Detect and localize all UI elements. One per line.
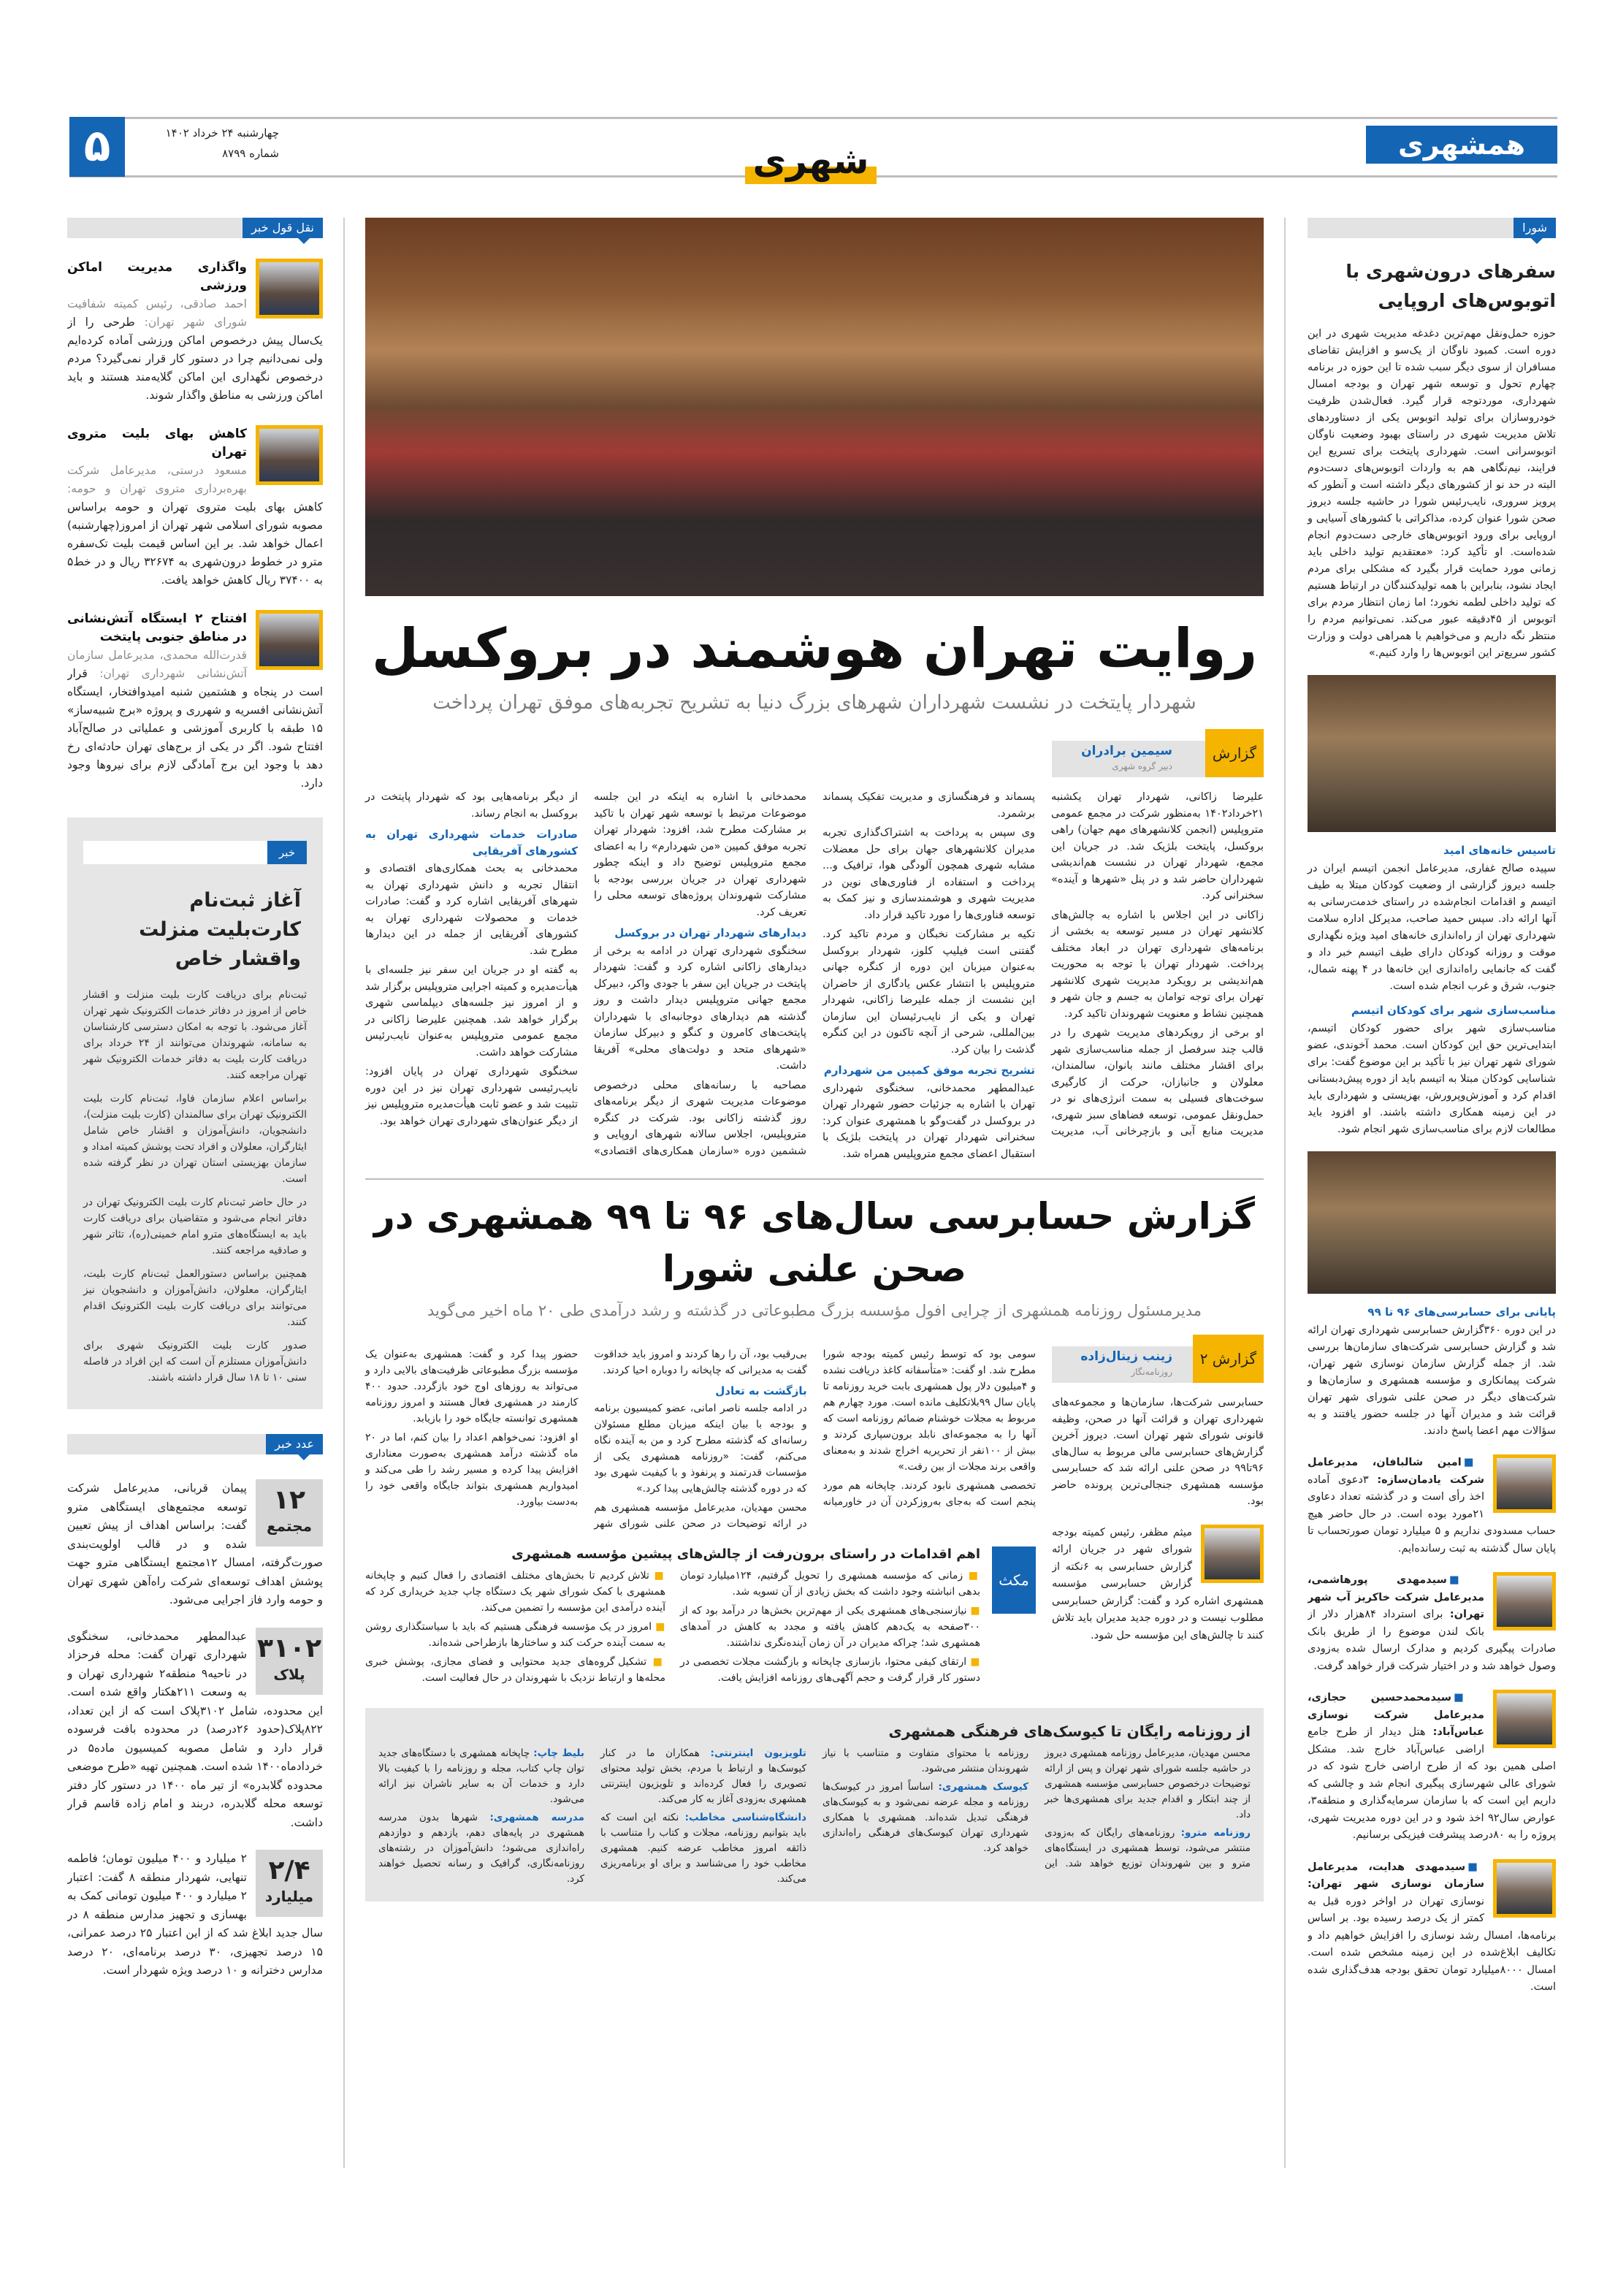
- article-paragraph: علیرضا زاکانی، شهردار تهران یکشنبه ۲۱خرداد۱۴۰۲ به‌منظور شرکت در مجمع عمومی متروپلیس (انجمن کلانشهرهای مهم جهان) راهی بروکسل، پایتخت بلژیک شد. در جریان این مجمع، شهردار تهران در نشست هم‌اندیشی شهرداران حاضر شد و در پنل «شهرها و آینده» سخنرانی کرد.: [1051, 791, 1264, 901]
- news-paragraph: در حال حاضر ثبت‌نام کارت بلیت الکترونیک تهران در دفاتر انجام می‌شود و متقاضیان برای دریافت کارت باید به ایستگاه‌های مترو امام خمینی(ره)، تئاتر شهر و صادقیه مراجعه کنند.: [83, 1197, 307, 1256]
- page-number: ۵: [69, 117, 125, 177]
- quote-speaker: احمد صادقی، رئیس کمیته شفافیت شورای شهر تهران:: [67, 297, 247, 329]
- right-column: [1308, 218, 1556, 1996]
- person-text: برای استرداد ۸۴هزار دلار از بانک لندن موضوع را از طریق بانک صادرات پیگیری کردیم و مدارک ارسال شده به‌زودی وصول خواهد شد و در اختیار شرکت قرار خواهد گرفت.: [1308, 1609, 1556, 1672]
- quote-item: [67, 610, 323, 793]
- maks-item: ■ امروز در یک مؤسسه فرهنگی هستیم که باید با سیاستگذاری روشن به سمت آینده حرکت کند و ساختارها بازطراحی شده‌اند.: [365, 1619, 665, 1651]
- council-label: شورا: [1514, 218, 1556, 238]
- article-paragraph: تکیه بر مشارکت نخبگان و مردم تاکید کرد. گفتنی است فیلیپ کلوز، شهردار بروکسل به‌عنوان میزبان این دوره از کنگره جهانی متروپلیس با انتشار عکس یادگاری از حاضران این نشست از جمله علیرضا زاکانی، شهردار تهران و یکی از نایب‌رئیسان این سازمان بین‌المللی، شرحی از آنچه تاکنون در این کنگره گذشت را بیان کرد.: [822, 928, 1035, 1056]
- number-badge: [256, 1850, 323, 1917]
- article-paragraph: تخصصی همشهری نابود کردند. چاپخانه هم مورد پنجم است که به‌جای به‌روزکردن آن در خاورمیانه بی‌رقیب بود، آن را رها کردند و امروز باید خداقوت گفت به مدیرانی که چاپخانه را دوباره احیا کردند.: [594, 1349, 1036, 1508]
- article-subhead: تشریح تجربه موفق کمپین من شهردارم: [823, 1064, 1035, 1077]
- article-paragraph: سخنگوی شهرداری تهران در ادامه به برخی از دیدارهای زاکانی اشاره کرد و گفت: شهردار پایتخت در جریان این سفر با جودی واکر، دبیرکل مجمع جهانی متروپلیس دیدار داشت و روز گذشته هم دیدارهای دوجانبه‌ای با شهرداران پایتخت‌های کامرون و کنگو و دبیرکل سازمان «شهرهای متحد و دولت‌های محلی» آفریقا داشت.: [594, 945, 806, 1072]
- paragraph-lead: تلویزیون اینترنتی:: [710, 1747, 806, 1759]
- maks-label: مکث: [992, 1546, 1036, 1614]
- paragraph-lead: روزنامه مترو:: [1180, 1827, 1251, 1839]
- number-item: [67, 1628, 323, 1833]
- autism-city-text: مناسب‌سازی شهر برای حضور کودکان اتیسم، ابتدایی‌ترین حق این کودکان است. محمد آخوندی، عضو شورای شهر تهران نیز با تأکید بر این موضوع گفت: برای شناسایی کودکان مبتلا به اتیسم باید از دوره پیش‌دبستانی اقدام کرد و آموزش‌وپرورش، بهزیستی و شهرداری باید در این زمینه همکاری داشته باشند. او افزود باید مطالعات لازم برای مناسب‌سازی شهر انجام شود.: [1308, 1023, 1556, 1135]
- section-label: شهری: [752, 140, 869, 182]
- maks-list: [365, 1568, 980, 1689]
- report-tag: گزارش ۲: [1193, 1335, 1264, 1383]
- column-divider: [343, 218, 345, 2168]
- quote-speaker: قدرت‌الله محمدی، مدیرعامل سازمان آتش‌نشانی شهرداری تهران:: [67, 649, 247, 680]
- person-text: هتل دیدار از طرح جامع اراضی عباس‌آباد خارج شد. مشکل اصلی همین بود که از طرح اراضی خارج شود که در شورای عالی شهرسازی پیگیری انجام شد و چالشی که داریم این است که با سازمان سرمایه‌گذاری و منطقه۳، عوارض سال۹۲ اخذ شود و در این دوره مدیریت شهری، پروژه را به ۸۰درصد پیشرفت فیزیکی برسانیم.: [1308, 1726, 1556, 1841]
- article2-left-column: [365, 1346, 1036, 1689]
- autism-section: [1308, 842, 1556, 1138]
- quote-item: [67, 259, 323, 405]
- paragraph-text: چاپخانه همشهری با دستگاه‌های جدید توان چاپ کتاب، مجله و روزنامه را با کیفیت بالا دارد و خدمات آن به سایر ناشران نیز ارائه می‌شود.: [378, 1747, 584, 1805]
- news-title: آغاز ثبت‌نام کارت‌بلیت منزلت واقشار خاص: [139, 889, 301, 970]
- maks-sidebar: [365, 1546, 1036, 1689]
- number-value: ۳۱۰۲: [257, 1633, 321, 1663]
- paragraph-text: محسن مهدیان، مدیرعامل روزنامه همشهری دیروز در حاشیه جلسه شورای شهر تهران و پس از ارائه توضیحات درخصوص حسابرسی مؤسسه همشهری از چند ابتکار و اقدام جدید برای همشهری‌ها خبر داد.: [1045, 1747, 1251, 1820]
- subhead-audit-end: پایانی برای حسابرسی‌های ۹۶ تا ۹۹: [1367, 1305, 1556, 1319]
- number-text: پیمان قربانی، مدیرعامل شرکت توسعه مجتمع‌های ایستگاهی مترو گفت: براساس اهداف از پیش تعیین شده و در قالب اولویت‌بندی صورت‌گرفته، امسال ۱۲مجتمع ایستگاهی مترو جهت پوشش اهداف توسعه‌ای شرکت راه‌آهن شهری تهران و حومه وارد فاز اجرایی می‌شود.: [67, 1481, 323, 1606]
- number-unit: پلاک: [273, 1665, 305, 1683]
- bus-headline: سفرهای درون‌شهری با اتوبوس‌های اروپایی: [1345, 261, 1556, 311]
- quote-text: کاهش بهای بلیت متروی تهران و حومه براساس مصوبه شورای اسلامی شهر تهران از امروز(چهارشنبه) اعمال خواهد شد. بر این اساس قیمت بلیت تک‌سفره مترو در خطوط درون‌شهری به ۳۲۶۷۴ ریال و در خط۵ به ۳۷۴۰۰ ریال کاهش خواهد یافت.: [67, 500, 323, 587]
- article-paragraph: محمدخانی به بحث همکاری‌های اقتصادی و انتقال تجربه و دانش شهرداری تهران به شهرهای آفریقایی اشاره کرد و گفت: صادرات خدمات و محصولات شهرداری تهران به کشورهای آفریقایی از جمله در این دیدارها مطرح شد.: [365, 863, 578, 957]
- article1-headline: روایت تهران هوشمند در بروکسل: [371, 617, 1258, 680]
- audit-end-text: در این دوره ۳۶۰گزارش حسابرسی شهرداری تهران ارائه شد و گزارش حسابرسی شرکت‌های سازمان‌ها بررسی شد. از جمله گزارش سازمان نوسازی شهر تهران، شرکت پیمانکاری و مؤسسه همشهری و سازمان‌ها و شرکت‌های دیگر در صحن علنی شورای شهر تهران قرائت شد و مدیران آنها در جلسه حضور یافتند و به سؤالات مهم اعضا پاسخ دادند.: [1308, 1324, 1556, 1437]
- kiosk-box: [365, 1708, 1264, 1902]
- maks-title: اهم اقدامات در راستای برون‌رفت از چالش‌های پیشین مؤسسه همشهری: [511, 1546, 980, 1562]
- news-paragraph: صدور کارت بلیت الکترونیک شهری برای دانش‌آموزان مستلزم آن است که این افراد در فاصله سنی ۱۰ تا ۱۸ سال قرار داشته باشند.: [83, 1340, 307, 1384]
- news-paragraph: همچنین براساس دستورالعمل ثبت‌نام کارت بلیت، ایثارگران، معلولان، دانش‌آموزان و دانشجویان نیز می‌توانند برای دریافت کارت بلیت الکترونیک اقدام کنند.: [83, 1268, 307, 1328]
- author-role: روزنامه‌نگار: [1131, 1367, 1172, 1377]
- speaker-photo: [256, 259, 323, 319]
- article-paragraph: زاکانی در این اجلاس با اشاره به چالش‌های کلانشهر تهران در مسیر توسعه به بخشی از برنامه‌های شهرداری تهران در ابعاد مختلف پرداخت. شهردار تهران با توجه به محوریت هم‌اندیشی بر رویکرد مدیریت شهری کلانشهر تهران برای توجه توامان به جسم و جان شهر و همچنین نشاط و معنویت شهروندان تاکید کرد.: [1051, 909, 1264, 1020]
- article-subhead: صادرات خدمات شهرداری تهران به کشورهای آفریقایی: [365, 828, 578, 858]
- article-subhead: بازگشت به تعادل: [715, 1384, 807, 1397]
- author-name: زینب زینال‌زاده: [1080, 1349, 1172, 1364]
- kiosk-paragraph: [378, 1810, 584, 1887]
- quotes-label: نقل قول خبر: [243, 218, 323, 238]
- quote-text: قرار است در پنجاه و هشتمین شنبه امیدوافتخار، ایستگاه آتش‌نشانی افسریه و شهرری و پروژه «برج شبیه‌ساز» ۱۵ طبقه با کاربری آموزشی و عملیاتی در صالح‌آباد افتتاح شود. اگر در یکی از برج‌های تهران حادثه‌ای رخ دهد با وجود این برج آمادگی لازم برای نیروها وجود دارد.: [67, 667, 323, 790]
- person-quote: [1308, 1572, 1556, 1675]
- news-label: خبر: [267, 841, 307, 864]
- news-box: [67, 817, 323, 1409]
- header-top-rule: [69, 117, 1557, 119]
- section-title: [745, 139, 877, 183]
- person-quote: [1308, 1690, 1556, 1845]
- council-tag-bar: [1308, 218, 1556, 238]
- article2-intro: حسابرسی شرکت‌ها، سازمان‌ها و مجموعه‌های شهرداری تهران و قرائت آنها در صحن، وظیفه قانونی شورای شهر تهران است. دیروز آخرین گزارش‌های حسابرسی مالی مربوط به سال‌های ۹۶تا۹۹ در صحن علنی ارائه شد که حسابرسی مؤسسه همشهری جنجالی‌ترین پرونده حاضر بود.: [1052, 1397, 1264, 1507]
- kiosk-paragraph: [378, 1746, 584, 1807]
- report-tag: گزارش: [1205, 729, 1264, 777]
- paragraph-text: روزنامه‌های رایگان که به‌زودی منتشر می‌شود، توسط همشهری در ایستگاه‌های مترو و بین شهروندان توزیع خواهد شد. این روزنامه با محتوای متفاوت و متناسب با نیاز شهروندان منتشر می‌شود.: [822, 1747, 1251, 1869]
- article2-byline: [1052, 1346, 1264, 1383]
- article-paragraph: او افزود: نمی‌خواهم اعداد را بیان کنم، اما در ۲۰ ماه گذشته درآمد همشهری به‌صورت معناداری افزایش پیدا کرده و مسیر رشد را طی می‌کند و امیدواریم همشهری بتواند جایگاه واقعی خود را به‌دست بیاورد.: [365, 1432, 579, 1508]
- subhead-hope-houses: تاسیس خانه‌های امید: [1443, 844, 1556, 857]
- author-role: دبیر گروه شهری: [1112, 761, 1172, 771]
- paragraph-text: شهرها بدون مدرسه همشهری در پایه‌های دهم، یازدهم و دوازدهم راه‌اندازی می‌شود؛ دانش‌آموزان در رشته‌های روزنامه‌نگاری، گرافیک و رسانه تحصیل خواهند کرد.: [378, 1812, 584, 1885]
- speaker-photo: [1493, 1859, 1556, 1918]
- paragraph-text: همکاران ما در کنار کیوسک‌ها و ارتباط با مردم، بخش تولید محتوای تصویری را فعال کرده‌اند و تلویزیون اینترنتی همشهری به‌زودی آغاز به کار می‌کند.: [600, 1747, 806, 1805]
- person-name: ■ سیدمهدی هدایت، مدیرعامل سازمان نوسازی شهر تهران:: [1308, 1861, 1484, 1891]
- person-name: ■ سیدمحمدحسین حجازی، مدیرعامل شرکت نوسازی عباس‌آباد:: [1308, 1692, 1484, 1738]
- council-photo: [1308, 675, 1556, 832]
- maks-item: ■ تلاش کردیم تا بخش‌های مختلف اقتصادی را فعال کنیم و چاپخانه همشهری با کمک شورای شهر یک دستگاه چاپ جدید خریداری کرد که آینده درآمدی این مؤسسه را تضمین می‌کند.: [365, 1568, 665, 1616]
- article2-subhead: مدیرمسئول روزنامه همشهری از چرایی افول مؤسسه بزرگ مطبوعاتی در گذشته و رشد درآمدی طی ۲۰ ماه اخیر می‌گوید: [427, 1302, 1202, 1319]
- author-name: سیمین برادران: [1081, 744, 1172, 758]
- article1-body: [365, 789, 1264, 1162]
- paragraph-text: اساساً امروز در کیوسک‌ها روزنامه و مجله عرضه نمی‌شود و به کیوسک‌های فرهنگی تبدیل شده‌اند. همشهری با همکاری شهرداری تهران کیوسک‌های فرهنگی راه‌اندازی خواهد کرد.: [822, 1781, 1028, 1854]
- article-paragraph: به گفته او در جریان این سفر نیز جلسه‌ای با هیأت‌مدیره و کمیته اجرایی متروپلیس برگزار شد و از امروز نیز جلسه‌های دیپلماسی شهری برگزار خواهد شد. همچنین علیرضا زاکانی در مجمع عمومی متروپلیس به‌عنوان نایب‌رئیس مشارکت خواهد داشت.: [365, 964, 578, 1059]
- number-unit: میلیارد: [264, 1888, 314, 1905]
- quote-text: طرحی را از یک‌سال پیش درخصوص اماکن ورزشی آماده کرده‌ایم ولی نمی‌دانیم چرا در دستور کار قرار نمی‌گیرد؟ مردم درخصوص نگهداری این اماکن گلایه‌مند هستند و باید اماکن ورزشی به مناطق واگذار شوند.: [67, 316, 323, 402]
- conference-photo: [365, 218, 1264, 596]
- news-paragraph: براساس اعلام سازمان فاوا، ثبت‌نام کارت بلیت الکترونیک تهران برای سالمندان (کارت بلیت منزلت)، دانشجویان، دانش‌آموزان و اقشار خاص شامل ایثارگران، معلولان و افراد تحت پوشش کمیته امداد و سازمان بهزیستی استان تهران در نظر گرفته شده است.: [83, 1093, 307, 1185]
- speaker-photo: [1201, 1525, 1264, 1583]
- person-text: ۳دعوی آماده اخذ رأی است و در گذشته تعداد دعاوی ۲۱مورد بوده است. در حال حاضر هیچ حساب مسدودی نداریم و ۵ میلیارد تومان صورتحساب تا پایان سال گذشته به ثبت رسانده‌ایم.: [1308, 1473, 1556, 1555]
- quote-title: کاهش بهای بلیت متروی تهران: [67, 427, 247, 459]
- article2-headline: گزارش حسابرسی سال‌های ۹۶ تا ۹۹ همشهری در صحن علنی شورا: [374, 1195, 1255, 1290]
- subhead-autism-city: مناسب‌سازی شهر برای کودکان اتیسم: [1351, 1004, 1556, 1017]
- date-block: [133, 123, 279, 164]
- article-paragraph: سخنگوی شهرداری تهران در پایان افزود: نایب‌رئیسی شهرداری تهران نیز در این دوره تثبیت شد و عضو ثابت هیأت‌مدیره متروپلیس نیز از دیگر عنوان‌های شهرداری تهران خواهد بود.: [365, 1066, 578, 1127]
- hope-houses-text: سپیده صالح غفاری، مدیرعامل انجمن اتیسم ایران در جلسه دیروز گزارشی از وضعیت کودکان مبتلا به طیف اتیسم و اقدامات انجام‌شده در راستای خدمت‌رسانی به آنها ارائه داد. سپس حمید صاحب، مدیرکل اداره سلامت شهرداری تهران از راه‌اندازی خانه‌های امید ویژه نگهداری موقت و روزانه کودکان دارای طیف اتیسم خبر داد و گفت که جانمایی راه‌اندازی این خانه‌ها در ۴ پهنه شمال، جنوب، شرق و غرب انجام شده است.: [1308, 863, 1556, 992]
- left-column: [67, 218, 323, 1980]
- number-badge: [256, 1479, 323, 1546]
- quote-title: واگذاری مدیریت اماکن ورزشی: [67, 260, 247, 293]
- kiosk-paragraph: [600, 1746, 806, 1807]
- kiosk-box-body: [378, 1746, 1251, 1887]
- newspaper-logo: همشهری: [1366, 126, 1557, 164]
- article-paragraph: او برخی از رویکردهای مدیریت شهری را در قالب چند سرفصل از جمله مناسب‌سازی شهر برای اقشار مختلف مانند بانوان، سالمندان، معلولان و جانبازان، حرکت از کارگیری سوخت‌های فسیلی به سمت انرژی‌های نو در حمل‌ونقل عمومی، توسعه فضاهای سبز شهری، مدیریت منابع آبی و بازچرخانی آب، مدیریت پسماند و فرهنگسازی و مدیریت تفکیک پسماند برشمرد.: [822, 791, 1264, 1137]
- paragraph-lead: مدرسه همشهری:: [489, 1812, 585, 1823]
- article-subhead: دیدارهای شهردار تهران در بروکسل: [614, 926, 806, 939]
- issue-number: شماره ۸۷۹۹: [222, 147, 279, 160]
- number-value: ۱۲: [273, 1485, 305, 1515]
- numbers-tag-bar: [67, 1434, 323, 1454]
- speaker-photo: [256, 610, 323, 670]
- number-item: [67, 1479, 323, 1610]
- maks-item: ■ نیازسنجی‌های همشهری یکی از مهم‌ترین بخش‌ها در درآمد بود که از ۳۰۰صفحه به یک‌دهم کاهش یافته و مجدد به کاهش در آمدهای همشهری شد؛ چراکه مدیران در آن زمان آینده‌نگری نداشتند.: [680, 1603, 980, 1651]
- number-badge: [256, 1628, 323, 1695]
- article1-subhead: شهردار پایتخت در نشست شهرداران شهرهای بزرگ دنیا به تشریح تجربه‌های موفق تهران پرداخت: [432, 692, 1196, 714]
- article-paragraph: مصاحبه با رسانه‌های محلی درخصوص موضوعات مدیریت شهری از دیگر برنامه‌های روز گذشته زاکانی بود. شرکت در کنگره متروپلیس، اجلاس سالانه شهرهای اروپایی و ششمین دوره «سازمان همکاری‌های اقتصادی» از دیگر برنامه‌هایی بود که شهردار پایتخت در بروکسل به انجام رساند.: [365, 791, 806, 1157]
- article1-byline: [1052, 741, 1264, 777]
- kiosk-paragraph: [600, 1810, 806, 1887]
- kiosk-paragraph: [822, 1780, 1028, 1856]
- maks-content: [365, 1546, 980, 1689]
- quote-title: افتتاح ۲ ایستگاه آتش‌نشانی در مناطق جنوبی پایتخت: [67, 611, 247, 644]
- person-name: ■ سیدمهدی پورهاشمی، مدیرعامل شرکت خاکریز آب شهر تهران:: [1308, 1574, 1484, 1620]
- article2-right-column: [1052, 1346, 1264, 1644]
- mozaffar-quote: [1052, 1525, 1264, 1645]
- numbers-label: عدد خبر: [266, 1434, 323, 1454]
- maks-item: ■ تشکیل گروه‌های جدید محتوایی و فضای مجازی، پوشش خبری محله‌ها و ارتباط نزدیک با شهروندان در حال فعالیت است.: [365, 1654, 665, 1686]
- paragraph-lead: کیوسک همشهری:: [938, 1781, 1029, 1793]
- paragraph-lead: بلیط چاپ:: [533, 1747, 584, 1759]
- column-divider: [1284, 218, 1286, 2168]
- number-item: [67, 1850, 323, 1980]
- article-paragraph: عبدالمطهر محمدخانی، سخنگوی شهرداری تهران با اشاره به جزئیات حضور شهردار تهران در بروکسل در گفت‌وگو با همشهری عنوان کرد: سخنرانی شهردار تهران در پایتخت بلژیک با استقبال اعضای مجمع متروپلیس همراه شد.: [822, 1082, 1035, 1160]
- quote-speaker: مسعود درستی، مدیرعامل شرکت بهره‌برداری متروی تهران و حومه:: [67, 464, 247, 495]
- paragraph-text: نکته این است که باید بتوانیم روزنامه، مجلات و کتاب را متناسب با ذائقه امروز مخاطب عرضه کنیم. همشهری مخاطب خود را می‌شناسد و برای او برنامه‌ریزی می‌کند.: [600, 1812, 806, 1885]
- audit-section: [1308, 1304, 1556, 1440]
- article-paragraph: محمدخانی با اشاره به اینکه در این جلسه موضوعات مرتبط با توسعه شهر تهران با تاکید بر مشارکت مطرح شد، افزود: شهردار تهران تجربه موفق کمپین «من شهردارم» را به اعضای مجمع متروپلیس توضیح داد و اینکه چطور شهرداری تهران در جریان بررسی بودجه با مشارکت شهروندان پروژه‌های توسعه محلی را تعریف کرد.: [594, 791, 806, 918]
- article2-body: [365, 1346, 1036, 1532]
- number-value: ۲/۴: [268, 1856, 310, 1885]
- article-paragraph: سومی بود که توسط رئیس کمیته بودجه شورا مطرح شد. او گفت: «متأسفانه کاغذ دریافت نشده و ۴میلیون دلار پول همشهری بابت خرید روزنامه تا پایان سال ۹۹بلاتکلیف مانده است. مورد چهارم هم مربوط به مجلات خوشنام ضمائم روزنامه است که آنها را به مجموعه‌ای نابلد برون‌سپاری کردند و بیش از ۱۰۰نفر از تحریریه اخراج شدند و به‌معنای واقعی برند مجلات از بین رفت.»: [822, 1349, 1036, 1473]
- issue-date: چهارشنبه ۲۴ خرداد ۱۴۰۲: [165, 126, 279, 140]
- mozaffar-text: میثم مظفر، رئیس کمیته بودجه شورای شهر در جریان ارائه گزارش حسابرسی به ۶نکته از گزارش حسابرسی مؤسسه همشهری اشاره کرد و گفت: گزارش حسابرسی مطلوب نیست و در دوره جدید مدیران باید تلاش کنند تا چالش‌های این مؤسسه حل شود.: [1052, 1526, 1264, 1641]
- council-session-photo: [1308, 1151, 1556, 1294]
- kiosk-box-title: از روزنامه رایگان تا کیوسک‌های فرهنگی همشهری: [888, 1723, 1251, 1740]
- speaker-photo: [1493, 1454, 1556, 1513]
- maks-item: ■ زمانی که مؤسسه همشهری را تحویل گرفتیم، ۱۲۴میلیارد تومان بدهی انباشته وجود داشت که بخش زیادی از آن تسویه شد.: [680, 1568, 980, 1600]
- person-quote: [1308, 1454, 1556, 1557]
- center-column: [365, 218, 1264, 1902]
- article-paragraph: در ادامه جلسه ناصر امانی، عضو کمیسیون برنامه و بودجه با بیان اینکه میزبان مطلع مسئولان رسانه‌ای که گذشته مطرح کرد و من به آینده نگاه می‌کنم، گفت: «روزنامه همشهری یکی از مؤسسات قدرتمند و پرنفوذ و با کیفیت شهری بود که در دوره گذشته چالش‌هایی پیدا کرد.»: [594, 1403, 807, 1495]
- news-paragraph: ثبت‌نام برای دریافت کارت بلیت منزلت و اقشار خاص از امروز در دفاتر خدمات الکترونیک شهر تهران آغاز می‌شود. با توجه به امکان دسترسی کارشناسان به سامانه، شهروندان می‌توانند از ۲۴ خرداد برای دریافت کارت بلیت به دفاتر خدمات الکترونیک شهر تهران مراجعه کنند.: [83, 989, 307, 1081]
- person-quote: [1308, 1859, 1556, 1996]
- maks-item: ■ ارتقای کیفی محتوا، بازسازی چاپخانه و بازگشت مجلات تخصصی در دستور کار قرار گرفت و حجم آگهی‌های روزنامه افزایش یافت.: [680, 1654, 980, 1686]
- person-text: نوسازی تهران در اواخر دوره قبل به کمتر از یک درصد رسیده بود. بر اساس برنامه‌ها، امسال رشد نوسازی را افزایش خواهیم داد و تکالیف ابلاغ‌شده در این زمینه مشخص شده است. امسال ۸۰۰۰میلیارد تومان تحقق بودجه هدف‌گذاری شده است.: [1308, 1895, 1556, 1993]
- quotes-tag-bar: [67, 218, 323, 238]
- number-unit: مجتمع: [266, 1517, 313, 1535]
- person-name: ■ امین شالبافان، مدیرعامل شرکت یادمان‌سازه:: [1308, 1457, 1484, 1486]
- article2-body-row: [365, 1346, 1264, 1689]
- article-separator: [365, 1178, 1264, 1180]
- speaker-photo: [1493, 1690, 1556, 1748]
- kiosk-paragraph: [1045, 1746, 1251, 1823]
- paragraph-lead: دانشگاه‌شناسی مخاطب:: [684, 1812, 807, 1823]
- article-paragraph: محسن مهدیان، مدیرعامل مؤسسه همشهری هم در ارائه توضیحات در صحن علنی شورای شهر حضور پیدا کرد و گفت: همشهری به‌عنوان یک مؤسسه بزرگ مطبوعاتی ظرفیت‌های بالایی دارد و می‌تواند به روزهای اوج خود بازگردد. حدود ۴۰۰ کارمند در همشهری فعال هستند و امروز روزنامه همشهری توانسته جایگاه خود را بازیابد.: [365, 1349, 807, 1530]
- speaker-photo: [1493, 1572, 1556, 1631]
- number-text: عبدالمطهر محمدخانی، سخنگوی شهرداری تهران گفت: محله فرحزاد در ناحیه۹ منطقه۲ شهرداری تهران و به وسعت ۲۱۱هکتار واقع شده است. این محدوده، شامل ۳۱۰۲پلاک است که از این تعداد، ۸۲۲پلاک(حدود ۲۶درصد) در محدوده بافت فرسوده قرار دارد و شامل مصوبه کمیسیون ماده۵ در خردادماه۱۴۰۰ شده است. همچنین تهیه «طرح موضعی محدوده گلابدره» از تیر ماه ۱۴۰۰ در دستور کار دفتر توسعه محله گلابدره، دربند و امام زاده قاسم قرار داشت.: [67, 1629, 323, 1829]
- number-text: ۲ میلیارد و ۴۰۰ میلیون تومان؛ فاطمه تنهایی، شهردار منطقه ۸ گفت: اعتبار ۲ میلیارد و ۴۰۰ میلیون تومانی کمک به بهسازی و تجهیز مدارس منطقه ۸ در سال جدید ابلاغ شد که از این اعتبار ۲۵ درصد عمرانی، ۱۵ درصد تجهیزی، ۳۰ درصد برنامه‌ای، ۲۰ درصد مدارس دخترانه و ۱۰ درصد ویژه شهردار است.: [67, 1852, 323, 1977]
- speaker-photo: [256, 425, 323, 485]
- news-tag-bar: [83, 841, 307, 864]
- quote-item: [67, 425, 323, 590]
- bus-body: حوزه حمل‌ونقل مهم‌ترین دغدغه مدیریت شهری در این دوره است. کمبود ناوگان از یک‌سو و افزایش تقاضای مسافران از سوی دیگر سبب شده تا این حوزه در برنامه چهارم تحول و توسعه شهر تهران و بودجه امسال شهرداری، موردتوجه قرار گیرد. فعال‌شدن ظرفیت خودروسازان برای تولید اتوبوس یکی از دستاوردهای تلاش مدیریت شهری در راستای بهبود وضعیت ناوگان اتوبوسرانی است. شهرداری پایتخت برای تسریع این فرایند، نیم‌نگاهی هم به واردات اتوبوس‌های دست‌دوم البته در حد نو از کشورهای دیگر داشته است و آنطور که پرویز سروری، نایب‌رئیس شورا در حاشیه جلسه دیروز صحن شورا عنوان کرده، مذاکراتی با کشورهای آسیایی و اروپایی برای ورود اتوبوس‌های خارجی دست‌دوم انجام شده‌است. او تأکید کرد: «معتقدیم تولید داخلی باید زمانی مورد حمایت قرار بگیرد که مشکلی برای مردم ایجاد نشود، بنابراین با همه تولیدکنندگان در ارتباط هستیم که تولید داخلی لطمه نخورد؛ اما زمان انتظار مردم برای اتوبوس از ۴۵دقیقه عبور می‌کند. نمی‌توانیم مردم را منتظر نگه داریم و می‌خواهیم با همراهی دولت و وزارت کشور سریع‌تر این اتوبوس‌ها را وارد کنیم.»: [1308, 328, 1556, 659]
- article-paragraph: وی سپس به پرداخت به اشتراک‌گذاری تجربه مدیران کلانشهرهای جهان برای حل معضلات مشابه شهری همچون آلودگی هوا، ترافیک و... پرداخت و استفاده از فناوری‌های نوین در مدیریت شهری و هوشمندسازی و نیز کمک به توسعه فناوری‌ها را مورد تاکید قرار داد.: [822, 827, 1035, 921]
